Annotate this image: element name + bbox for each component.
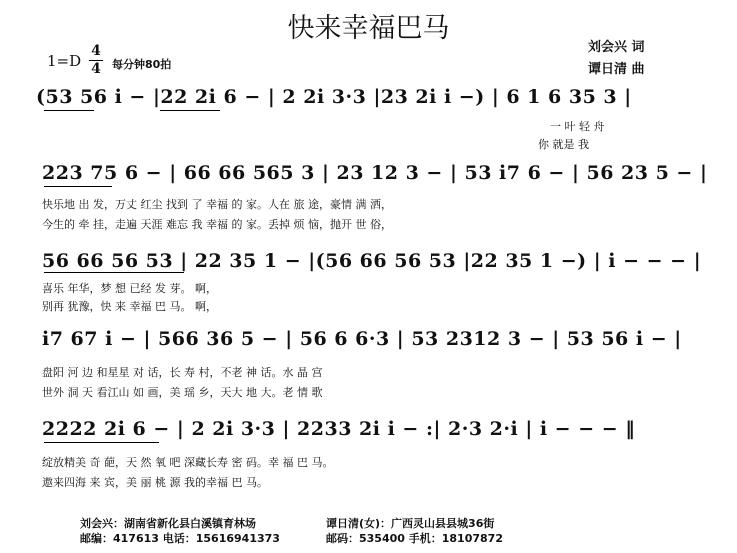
score-line-4-lyrics-verse-1: 盘阳 河 边 和星星 对 话，长 寿 村，不老 神 话。水 晶 宫 <box>42 366 323 379</box>
score-line-4-notes: i7 67 i − | 566 36 5 − | 56 6 6·3 | 53 2312 3 − | 53 56 i − | <box>42 328 682 350</box>
score-line-3-lyrics-verse-2: 别再 犹豫，快 来 幸福 巴 马。 啊， <box>42 300 217 313</box>
score-line-1-lyrics-verse-1: 一 叶 轻 舟 <box>550 120 605 133</box>
meter-top: 4 <box>91 43 101 59</box>
time-signature <box>89 44 103 77</box>
beam-underline <box>44 110 94 111</box>
beam-underline <box>44 186 112 187</box>
score-line-1-lyrics-verse-2: 你 就是 我 <box>538 138 589 151</box>
composer-credit: 谭日清 曲 <box>588 62 645 77</box>
footer-composer-address: 谭日清(女)：广西灵山县县城36街 <box>326 517 495 530</box>
score-line-2-lyrics-verse-2: 今生的 牵 挂，走遍 天涯 难忘 我 幸福 的 家。丢掉 烦 恼，抛开 世 俗， <box>42 218 392 231</box>
footer-lyricist-address: 刘会兴：湖南省新化县白溪镇育林场 <box>80 517 256 530</box>
lyricist-credit: 刘会兴 词 <box>588 40 645 55</box>
beam-underline <box>44 272 184 273</box>
score-line-5-notes: 2222 2i 6 − | 2 2i 3·3 | 2233 2i i − :| 2·3 2·i | i − − − ‖ <box>42 418 636 440</box>
footer-composer-contact: 邮码：535400 手机：18107872 <box>326 532 503 545</box>
score-line-5-lyrics-verse-2: 遨来四海 来 宾，美 丽 桃 源 我的幸福 巴 马。 <box>42 476 268 489</box>
key-signature: 1=D <box>47 52 82 70</box>
beam-underline <box>160 110 220 111</box>
score-line-5-lyrics-verse-1: 绽放精美 奇 葩，天 然 氧 吧 深藏长寿 密 码。幸 福 巴 马。 <box>42 456 334 469</box>
score-line-4-lyrics-verse-2: 世外 洞 天 看江山 如 画，美 瑶 乡，天大 地 大。老 情 歌 <box>42 386 323 399</box>
score-line-3-notes: 56 66 56 53 | 22 35 1 − |(56 66 56 53 |22 35 1 −) | i − − − | <box>42 250 702 272</box>
meter-bottom: 4 <box>91 61 101 77</box>
beam-underline <box>44 442 159 443</box>
score-line-2-notes: 223 75 6 − | 66 66 565 3 | 23 12 3 − | 53 i7 6 − | 56 23 5 − | <box>42 162 708 184</box>
score-line-3-lyrics-verse-1: 喜乐 年华，梦 想 已经 发 芽。 啊， <box>42 282 217 295</box>
score-line-2-lyrics-verse-1: 快乐地 出 发，万丈 红尘 找到 了 幸福 的 家。人在 旅 途，豪情 满 洒， <box>42 198 392 211</box>
song-title: 快来幸福巴马 <box>287 13 450 44</box>
score-line-1-notes: (53 56 i − |22 2i 6 − | 2 2i 3·3 |23 2i i −) | 6 1 6 35 3 | <box>36 86 632 108</box>
tempo-marking: 每分钟80拍 <box>112 58 172 71</box>
footer-lyricist-contact: 邮编：417613 电话：15616941373 <box>80 532 280 545</box>
